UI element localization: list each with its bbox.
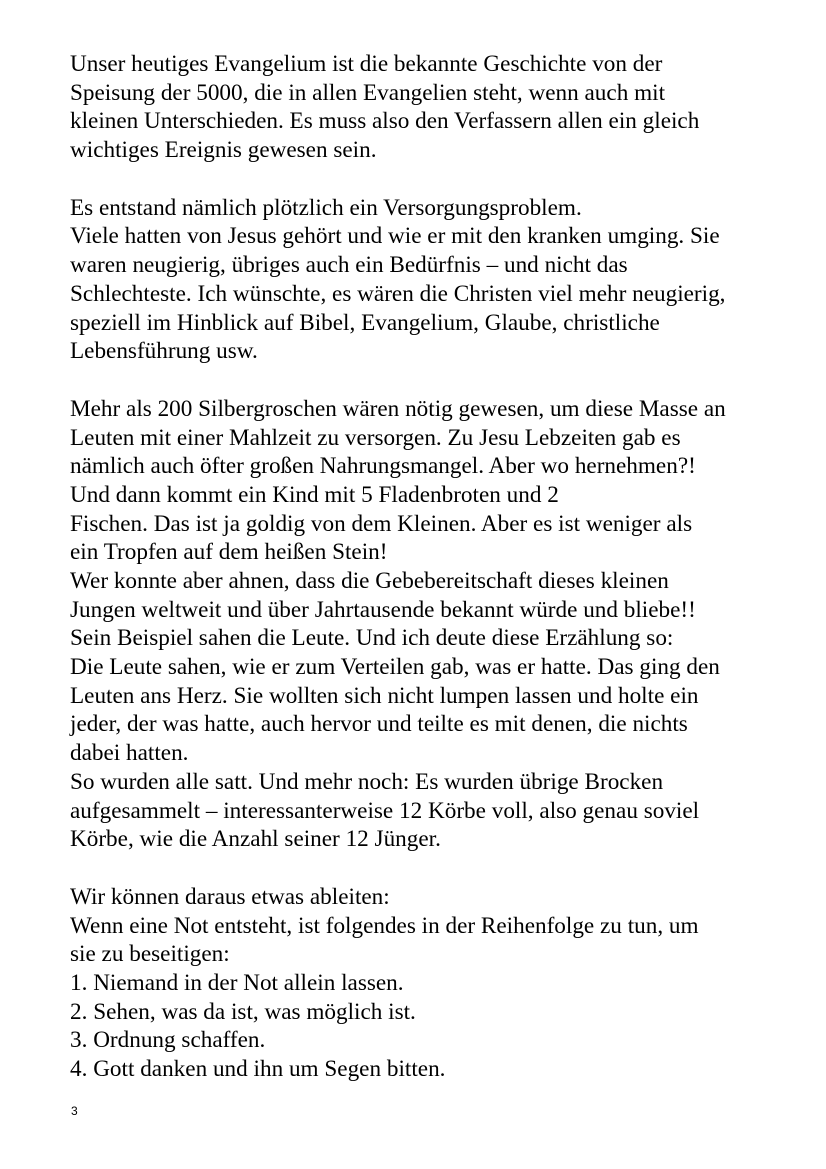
text-line: sie zu beseitigen: [70,941,230,968]
text-line: So wurden alle satt. Und mehr noch: Es wurden übrige Brocken [70,768,664,795]
text-line: Wer konnte aber ahnen, dass die Gebebereitschaft dieses kleinen [70,568,669,594]
text-line: dabei hatten. [70,740,189,767]
text-line: Viele hatten von Jesus gehört und wie er mit den kranken umging. Sie [70,223,720,250]
list-item: 2. Sehen, was da ist, was möglich ist. [70,998,416,1025]
text-line: Jungen weltweit und über Jahrtausende bekannt würde und bliebe!! [70,596,696,623]
text-line: Die Leute sahen, wie er zum Verteilen gab, was er hatte. Das ging den [70,654,720,681]
paragraph-gap [70,854,800,883]
list-item: 4. Gott danken und ihn um Segen bitten. [70,1056,446,1082]
list-item: 3. Ordnung schaffen. [70,1027,266,1054]
paragraph-intro [70,50,800,165]
text-line: speziell im Hinblick auf Bibel, Evangelium, Glaube, christliche [70,309,660,336]
paragraph-ableiten-list [70,883,800,1084]
text-line: Wir können daraus etwas ableiten: [70,883,390,910]
text-line: kleinen Unterschieden. Es muss also den Verfassern allen ein gleich [70,108,700,135]
text-line: Mehr als 200 Silbergroschen wären nötig gewesen, um diese Masse an [70,395,726,422]
text-line: nämlich auch öfter großen Nahrungsmangel. Aber wo hernehmen?! [70,453,696,480]
paragraph-versorgungsproblem [70,194,800,366]
text-line: Und dann kommt ein Kind mit 5 Fladenbroten und 2 [70,481,559,508]
text-line: Leuten ans Herz. Sie wollten sich nicht lumpen lassen und holte ein [70,682,699,709]
text-line: waren neugierig, übriges auch ein Bedürfnis – und nicht das [70,252,628,279]
page-number: 3 [71,1104,78,1118]
text-line: Leuten mit einer Mahlzeit zu versorgen. Zu Jesu Lebzeiten gab es [70,424,681,451]
text-line: aufgesammelt – interessanterweise 12 Körbe voll, also genau soviel [70,797,700,824]
paragraph-gap [70,165,800,194]
text-line: Lebensführung usw. [70,338,258,365]
text-line: Es entstand nämlich plötzlich ein Versorgungsproblem. [70,194,582,221]
text-line: Wenn eine Not entsteht, ist folgendes in der Reihenfolge zu tun, um [70,912,699,939]
text-line: Speisung der 5000, die in allen Evangelien steht, wenn auch mit [70,79,666,106]
text-line: Unser heutiges Evangelium ist die bekannte Geschichte von der [70,51,663,77]
text-line: Körbe, wie die Anzahl seiner 12 Jünger. [70,826,441,853]
text-line: wichtiges Ereignis gewesen sein. [70,137,377,164]
text-line: jeder, der was hatte, auch hervor und teilte es mit denen, die nichts [70,711,688,738]
paragraph-gap [70,366,800,395]
list-item: 1. Niemand in der Not allein lassen. [70,969,404,996]
document-page [70,50,800,1084]
text-line: Fischen. Das ist ja goldig von dem Kleinen. Aber es ist weniger als [70,510,693,537]
text-line: Schlechteste. Ich wünschte, es wären die Christen viel mehr neugierig, [70,280,726,307]
text-line: Sein Beispiel sahen die Leute. Und ich deute diese Erzählung so: [70,625,674,652]
text-line: ein Tropfen auf dem heißen Stein! [70,539,388,566]
paragraph-speisung [70,395,800,854]
